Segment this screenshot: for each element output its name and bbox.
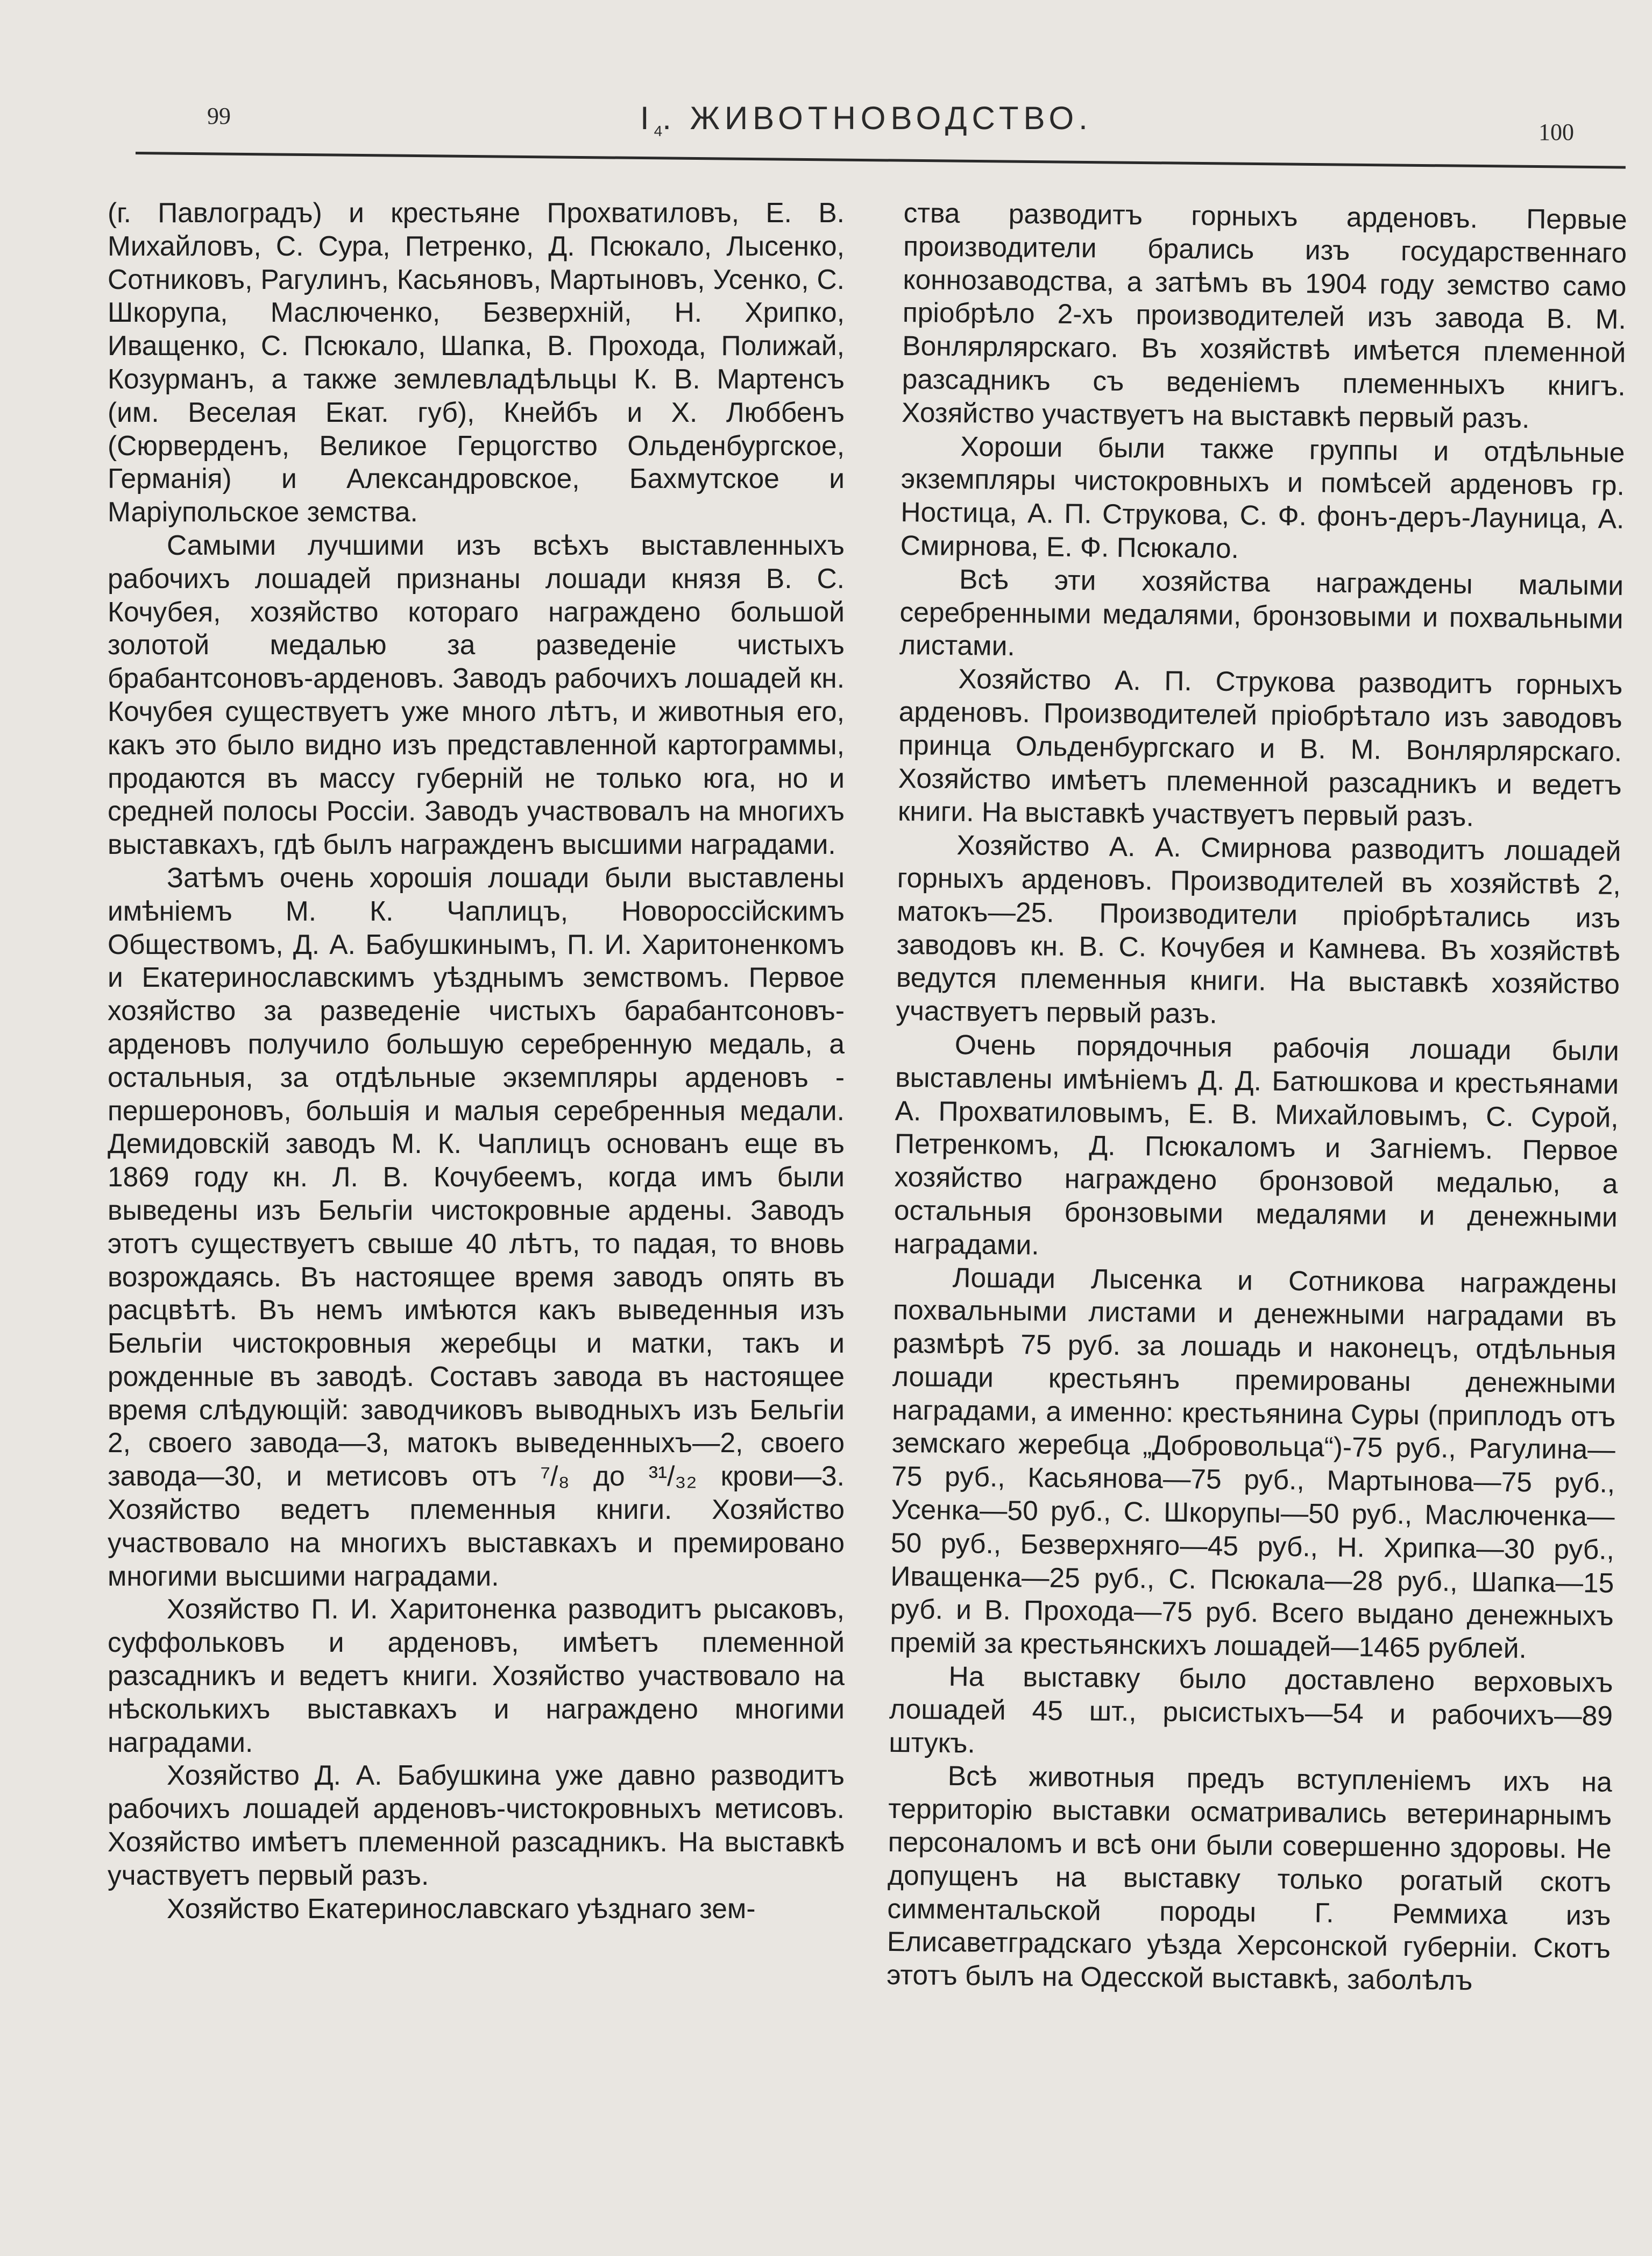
paragraph: Хозяйство Екатеринославскаго уѣзднаго зем- bbox=[167, 1892, 756, 1924]
header-rule bbox=[136, 152, 1626, 169]
paragraph: Всѣ эти хозяйства награждены малыми серебренными медалями, бронзовыми и похвальными листами. bbox=[899, 563, 1624, 662]
paragraph: Хороши были также группы и отдѣльные экземпляры чистокровныхъ и помѣсей арденовъ гр. Ностица, А. П. Струкова, С. Ф. фонъ-деръ-Лауница, А. Смирнова, Е. Ф. Псюкало. bbox=[900, 430, 1625, 564]
paragraph: Очень порядочныя рабочія лошади были выставлены имѣніемъ Д. Д. Батюшкова и крестьянами А. Прохватиловымъ, Е. В. Михайловымъ, С. Сурой, Петренкомъ, Д. Псюкаломъ и Загніемъ. Первое хозяйство награждено бронзовой медалью, а остальныя бронзовыми медалями и денежными наградами. bbox=[894, 1028, 1620, 1261]
paragraph: Затѣмъ очень хорошія лошади были выставлены имѣніемъ М. К. Чаплицъ, Новороссійскимъ Обществомъ, Д. А. Бабушкинымъ, П. И. Харитоненкомъ и Екатеринославскимъ уѣзднымъ земствомъ. Первое хозяйство за разведеніе чистыхъ барабантсоновъ-арденовъ получило большую серебренную медаль, а остальныя, за отдѣльные экземпляры арденовъ - першероновъ, большія и малыя серебренныя медали. Демидовскій заводъ М. К. Чаплицъ основанъ еще въ 1869 году кн. Л. В. Кочубеемъ, когда имъ были выведены изъ Бельгіи чистокровные ардены. Заводъ этотъ существуетъ свыше 40 лѣтъ, то падая, то вновь возрождаясь. Въ настоящее время заводъ опять въ расцвѣтѣ. Въ немъ имѣются какъ выведенныя изъ Бельгіи чистокровныя жеребцы и матки, такъ и рожденные въ заводѣ. Составъ завода въ настоящее время слѣдующій: заводчиковъ выводныхъ изъ Бельгіи 2, своего завода—3, матокъ выведенныхъ—2, своего завода—30, и метисовъ отъ ⁷/₈ до ³¹/₃₂ крови—3. Хозяйство ведетъ племенныя книги. Хозяйство участвовало на многихъ выставкахъ и премировано многими высшими наградами. bbox=[108, 861, 845, 1592]
right-column bbox=[887, 196, 1627, 1999]
page-number-right: 100 bbox=[1538, 119, 1574, 145]
running-head bbox=[640, 100, 1178, 140]
paragraph: (г. Павлоградъ) и крестьяне Прохватиловъ, Е. В. Михайловъ, С. Сура, Петренко, Д. Псюкало, Лысенко, Сотниковъ, Рагулинъ, Касьяновъ, Мартыновъ, Усенко, С. Шкорупа, Маслюченко, Безверхній, Н. Хрипко, Иващенко, С. Псюкало, Шапка, В. Прохода, Полижай, Козурманъ, а также землевладѣльцы К. В. Мартенсъ (им. Веселая Екат. губ), Кнейбъ и Х. Люббенъ (Сюрверденъ, Великое Герцогство Ольденбургское, Германія) и Александровское, Бахмутское и Маріупольское земства. bbox=[108, 197, 845, 528]
paragraph: Хозяйство Д. А. Бабушкина уже давно разводитъ рабочихъ лошадей арденовъ-чистокровныхъ метисовъ. Хозяйство имѣетъ племенной разсадникъ. На выставкѣ участвуетъ первый разъ. bbox=[108, 1759, 845, 1891]
paragraph: Хозяйство А. А. Смирнова разводитъ лошадей горныхъ арденовъ. Производителей въ хозяйствѣ 2, матокъ—25. Производители пріобрѣтались изъ заводовъ кн. В. С. Кочубея и Камнева. Въ хозяйствѣ ведутся племенныя книги. На выставкѣ хозяйство участвуетъ первый разъ. bbox=[896, 829, 1621, 1029]
paragraph: На выставку было доставлено верховыхъ лошадей 45 шт., рысистыхъ—54 и рабочихъ—89 штукъ. bbox=[889, 1660, 1613, 1759]
paragraph: ства разводитъ горныхъ арденовъ. Первые производители брались изъ государственнаго коннозаводства, а затѣмъ въ 1904 году земство само пріобрѣло 2-хъ производителей изъ завода В. М. Вонлярлярскаго. Въ хозяйствѣ имѣется племенной разсадникъ съ веденіемъ племенныхъ книгъ. Хозяйство участвуетъ на выставкѣ первый разъ. bbox=[901, 196, 1627, 434]
paragraph: Хозяйство А. П. Струкова разводитъ горныхъ арденовъ. Производителей пріобрѣтало изъ заводовъ принца Ольденбургскаго и В. М. Вонлярлярскаго. Хозяйство имѣетъ племенной разсадникъ и ведетъ книги. На выставкѣ участвуетъ первый разъ. bbox=[897, 663, 1623, 832]
left-column bbox=[108, 196, 845, 1925]
paragraph: Лошади Лысенка и Сотникова награждены похвальными листами и денежными наградами въ размѣрѣ 75 руб. за лошадь и наконецъ, отдѣльныя лошади крестьянъ премированы денежными наградами, а именно: крестьянина Суры (приплодъ отъ земскаго жеребца „Добровольца“)-75 руб., Рагулина—75 руб., Касьянова—75 руб., Мартынова—75 руб., Усенка—50 руб., С. Шкорупы—50 руб., Маслюченка— 50 руб., Безверхняго—45 руб., Н. Хрипка—30 руб., Иващенка—25 руб., С. Псюкала—28 руб., Шапка—15 руб. и В. Прохода—75 руб. Всего выдано денежныхъ премій за крестьянскихъ лошадей—1465 рублей. bbox=[889, 1261, 1617, 1664]
page-number-left: 99 bbox=[207, 103, 231, 129]
running-head-prefix: I bbox=[640, 100, 654, 136]
paragraph: Хозяйство П. И. Харитоненка разводитъ рысаковъ, суффольковъ и арденовъ, имѣетъ племенной разсадникъ и ведетъ книги. Хозяйство участвовало на нѣсколькихъ выставкахъ и награждено многими наградами. bbox=[108, 1593, 845, 1758]
paragraph: Самыми лучшими изъ всѣхъ выставленныхъ рабочихъ лошадей признаны лошади князя В. С. Кочубея, хозяйство котораго награждено большой золотой медалью за разведеніе чистыхъ брабантсоновъ-арденовъ. Заводъ рабочихъ лошадей кн. Кочубея существуетъ уже много лѣтъ, и животныя его, какъ это было видно изъ представленной картограммы, продаются въ массу губерній не только юга, но и средней полосы Россіи. Заводъ участвовалъ на многихъ выставкахъ, гдѣ былъ награжденъ высшими наградами. bbox=[108, 529, 845, 860]
running-head-title: . ЖИВОТНОВОДСТВО. bbox=[662, 100, 1093, 136]
running-head-subscript: 4 bbox=[654, 123, 663, 139]
paragraph: Всѣ животныя предъ вступленіемъ ихъ на территорію выставки осматривались ветеринарнымъ персоналомъ и всѣ они были совершенно здоровы. Не допущенъ на выставку только рогатый скотъ симментальской породы Г. Реммиха изъ Елисаветградскаго уѣзда Херсонской губерніи. Скотъ этотъ былъ на Одесской выставкѣ, заболѣлъ bbox=[886, 1760, 1613, 1996]
